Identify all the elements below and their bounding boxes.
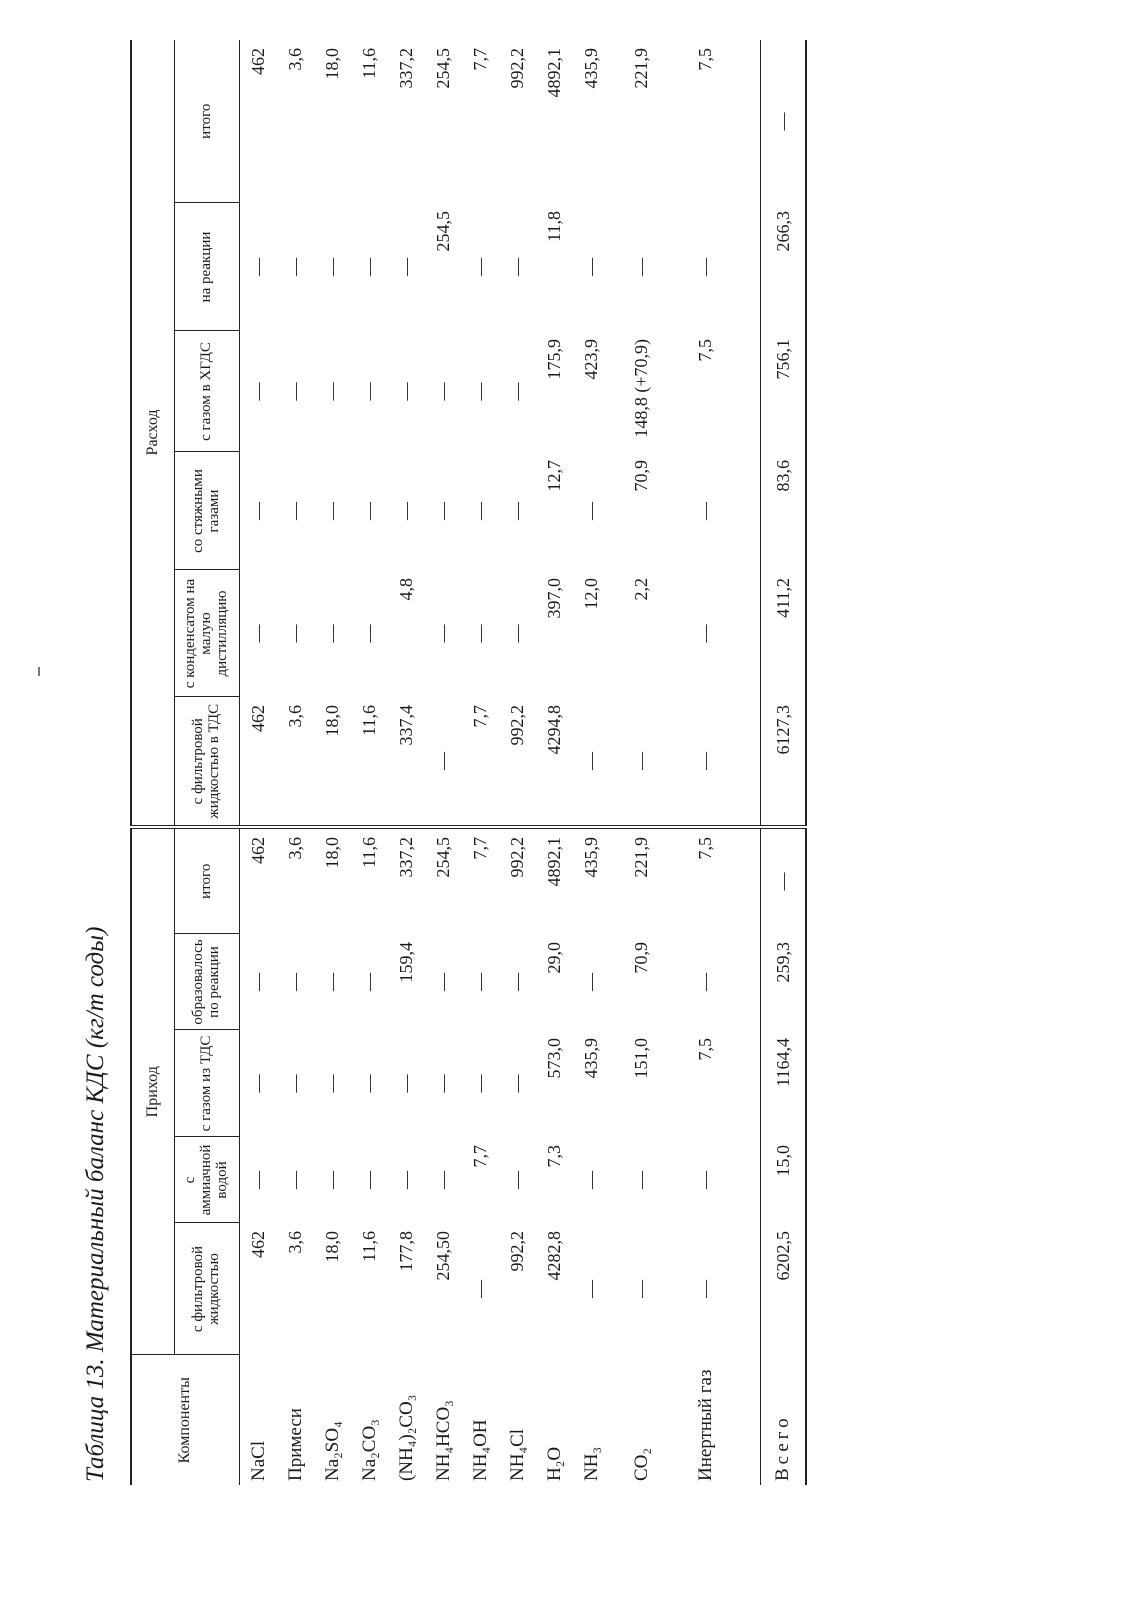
value-cell: 259,3 xyxy=(761,934,807,1030)
value-cell: 7,3 xyxy=(544,1145,564,1168)
value-cell: 11,8 xyxy=(544,211,564,242)
value-cell: 70,9 xyxy=(631,460,652,492)
value-cell: — xyxy=(470,258,490,276)
value-cell: 435,9 xyxy=(581,1038,601,1079)
value-cell: — xyxy=(359,624,379,643)
value-cell: — xyxy=(507,258,527,276)
value-cell: — xyxy=(359,382,379,401)
header-income-col: с аммиачной водой xyxy=(175,1137,240,1223)
value-cell: 7,7 xyxy=(470,1145,490,1168)
value-cell: 337,2 xyxy=(396,837,416,878)
value-cell: 4892,1 xyxy=(544,47,564,98)
value-cell: — xyxy=(761,40,807,203)
value-cell: 83,6 xyxy=(761,452,807,570)
table-body xyxy=(240,40,807,1485)
header-row-columns xyxy=(175,40,240,1485)
value-cell: 411,2 xyxy=(761,570,807,697)
component-name: NH₄OH xyxy=(469,1419,491,1481)
value-cell: — xyxy=(507,1171,527,1189)
component-name: Инертный газ xyxy=(694,1369,716,1481)
value-cell: — xyxy=(631,258,652,276)
value-cell: 151,0 xyxy=(631,1038,652,1079)
value-cell: 11,6 xyxy=(359,47,379,79)
value-cell: 397,0 xyxy=(544,578,564,619)
value-cell: 462 xyxy=(248,837,268,864)
value-cell: 7,7 xyxy=(462,697,499,827)
value-cell: — xyxy=(322,1171,342,1189)
table-row xyxy=(674,40,738,1485)
component-name: (NH₄)₂CO₃ xyxy=(395,1394,417,1481)
value-cell: — xyxy=(396,1171,416,1189)
value-cell: 2,2 xyxy=(631,578,652,601)
value-cell: 6202,5 xyxy=(761,1223,807,1355)
header-income-col: итого xyxy=(175,827,240,934)
value-cell: 11,6 xyxy=(351,697,388,827)
value-cell: — xyxy=(285,1171,305,1189)
value-cell: 254,5 xyxy=(433,837,453,878)
value-cell: — xyxy=(507,1074,527,1093)
value-cell: 1164,4 xyxy=(761,1030,807,1137)
separator-cell xyxy=(738,452,761,570)
separator-cell xyxy=(738,1355,761,1485)
value-cell: — xyxy=(396,502,416,520)
value-cell: — xyxy=(322,1074,342,1093)
value-cell: 177,8 xyxy=(396,1231,416,1272)
value-cell: — xyxy=(581,502,601,520)
value-cell: 7,7 xyxy=(470,47,490,71)
value-cell: 4,8 xyxy=(396,578,416,601)
component-name: Na₂CO₃ xyxy=(358,1419,380,1481)
table-row xyxy=(388,40,425,1485)
value-cell: 29,0 xyxy=(544,942,564,974)
value-cell: 462 xyxy=(240,697,278,827)
table-row xyxy=(314,40,351,1485)
value-cell: 3,6 xyxy=(285,1231,305,1254)
table-row xyxy=(462,40,499,1485)
value-cell: 12,0 xyxy=(581,578,601,610)
value-cell: — xyxy=(248,1171,268,1189)
value-cell: — xyxy=(248,624,268,643)
value-cell: — xyxy=(248,382,268,401)
header-income: Приход xyxy=(131,827,175,1355)
value-cell: 992,2 xyxy=(507,837,527,878)
component-name: NH₄HCO₃ xyxy=(432,1400,454,1481)
value-cell: — xyxy=(285,258,305,276)
value-cell: — xyxy=(396,1074,416,1093)
header-income-col: образовалось по реакции xyxy=(175,934,240,1030)
value-cell: — xyxy=(425,697,462,827)
value-cell: 6127,3 xyxy=(761,697,807,827)
value-cell: — xyxy=(285,1074,305,1093)
value-cell: 3,6 xyxy=(285,837,305,860)
value-cell: 4282,8 xyxy=(544,1231,564,1281)
value-cell: 992,2 xyxy=(499,697,536,827)
value-cell: 462 xyxy=(248,1231,268,1258)
value-cell: — xyxy=(610,697,674,827)
value-cell: — xyxy=(470,973,490,991)
value-cell: 423,9 xyxy=(581,339,601,380)
header-expense-col: с фильтровой жидкостью в ТДС xyxy=(175,697,240,827)
value-cell: — xyxy=(695,502,716,520)
table-row xyxy=(351,40,388,1485)
separator-cell xyxy=(738,827,761,934)
value-cell: 462 xyxy=(248,47,268,75)
value-cell: 11,6 xyxy=(359,1231,379,1262)
table-row xyxy=(573,40,610,1485)
separator-cell xyxy=(738,570,761,697)
value-cell: 3,6 xyxy=(277,697,314,827)
value-cell: 756,1 xyxy=(761,331,807,452)
value-cell: — xyxy=(359,1074,379,1093)
component-name: H₂O xyxy=(543,1446,565,1481)
table-row xyxy=(610,40,674,1485)
component-name: NH₃ xyxy=(580,1446,602,1481)
value-cell: 70,9 xyxy=(631,942,652,974)
value-cell: — xyxy=(433,1171,453,1189)
value-cell: 18,0 xyxy=(322,47,342,80)
value-cell: 11,6 xyxy=(359,837,379,868)
separator-cell xyxy=(738,1030,761,1137)
value-cell: — xyxy=(359,258,379,276)
value-cell: — xyxy=(248,973,268,991)
value-cell: 7,5 xyxy=(695,837,716,860)
value-cell: 254,50 xyxy=(433,1231,453,1281)
separator-cell xyxy=(738,697,761,827)
value-cell: 175,9 xyxy=(544,339,564,380)
table-row xyxy=(499,40,536,1485)
value-cell: 221,9 xyxy=(631,47,652,89)
value-cell: — xyxy=(248,502,268,520)
value-cell: 221,9 xyxy=(631,837,652,878)
value-cell: 18,0 xyxy=(322,1231,342,1263)
value-cell: — xyxy=(433,382,453,401)
table-row xyxy=(425,40,462,1485)
value-cell: — xyxy=(396,382,416,401)
separator-cell xyxy=(738,331,761,452)
header-row-groups xyxy=(131,40,175,1485)
value-cell: — xyxy=(581,1280,601,1298)
value-cell: — xyxy=(433,502,453,520)
value-cell: — xyxy=(470,624,490,643)
table-caption: Таблица 13. Материальный баланс КДС (кг/т соды) xyxy=(82,926,109,1482)
value-cell: 148,8 (+70,9) xyxy=(631,339,652,438)
value-cell: — xyxy=(507,382,527,401)
header-income-col: с газом из ТДС xyxy=(175,1030,240,1137)
value-cell: — xyxy=(433,973,453,991)
component-name: NaCl xyxy=(247,1440,269,1481)
value-cell: 3,6 xyxy=(285,47,305,71)
value-cell: — xyxy=(695,1280,716,1298)
value-cell: 7,5 xyxy=(695,1038,716,1061)
value-cell: — xyxy=(695,973,716,991)
value-cell: — xyxy=(322,502,342,520)
value-cell: 18,0 xyxy=(322,837,342,869)
value-cell: — xyxy=(573,697,610,827)
value-cell: 7,5 xyxy=(695,47,716,71)
value-cell: — xyxy=(581,1171,601,1189)
value-cell: — xyxy=(322,973,342,991)
header-expense: Расход xyxy=(131,40,175,827)
value-cell: — xyxy=(581,973,601,991)
value-cell: — xyxy=(433,1074,453,1093)
table-row xyxy=(277,40,314,1485)
value-cell: — xyxy=(433,624,453,643)
value-cell: 337,2 xyxy=(396,47,416,89)
value-cell: — xyxy=(470,1280,490,1298)
value-cell: — xyxy=(285,624,305,643)
value-cell: 254,5 xyxy=(433,47,453,89)
value-cell: 159,4 xyxy=(396,942,416,983)
value-cell: — xyxy=(285,502,305,520)
value-cell: — xyxy=(322,382,342,401)
value-cell: 12,7 xyxy=(544,460,564,492)
separator-cell xyxy=(738,40,761,203)
value-cell: — xyxy=(581,258,601,276)
separator-cell xyxy=(738,203,761,331)
value-cell: 4294,8 xyxy=(536,697,573,827)
value-cell: — xyxy=(507,502,527,520)
value-cell: — xyxy=(248,1074,268,1093)
value-cell: — xyxy=(631,1171,652,1189)
value-cell: 573,0 xyxy=(544,1038,564,1079)
header-components: Компоненты xyxy=(131,1355,240,1485)
header-expense-col: с конденсатом на малую дистилляцию xyxy=(175,570,240,697)
value-cell: — xyxy=(359,502,379,520)
value-cell: — xyxy=(470,502,490,520)
value-cell: — xyxy=(322,258,342,276)
value-cell: — xyxy=(396,258,416,276)
value-cell: — xyxy=(507,624,527,643)
value-cell: — xyxy=(359,973,379,991)
value-cell: — xyxy=(470,1074,490,1093)
component-name: Na₂SO₄ xyxy=(321,1421,343,1481)
component-name: CO₂ xyxy=(630,1447,652,1481)
header-expense-col: на реакции xyxy=(175,203,240,331)
value-cell: — xyxy=(695,258,716,276)
value-cell: — xyxy=(631,1280,652,1298)
total-row xyxy=(761,40,807,1485)
table-row xyxy=(240,40,278,1485)
value-cell: 435,9 xyxy=(581,837,601,878)
value-cell: — xyxy=(470,382,490,401)
value-cell: — xyxy=(285,382,305,401)
value-cell: 992,2 xyxy=(507,1231,527,1272)
component-name: Примеси xyxy=(284,1408,306,1481)
separator-cell xyxy=(738,934,761,1030)
value-cell: — xyxy=(695,1171,716,1189)
value-cell: — xyxy=(674,697,738,827)
table-row xyxy=(536,40,573,1485)
value-cell: 18,0 xyxy=(314,697,351,827)
value-cell: 4892,1 xyxy=(544,837,564,887)
value-cell: 15,0 xyxy=(761,1137,807,1223)
value-cell: 266,3 xyxy=(761,203,807,331)
value-cell: — xyxy=(359,1171,379,1189)
value-cell: — xyxy=(322,624,342,643)
value-cell: — xyxy=(761,827,807,934)
header-expense-col: со стяжными газами xyxy=(175,452,240,570)
value-cell: — xyxy=(285,973,305,991)
header-expense-col: итого xyxy=(175,40,240,203)
component-name: NH₄Cl xyxy=(506,1428,528,1481)
value-cell: 7,7 xyxy=(470,837,490,860)
separator-cell xyxy=(738,1223,761,1355)
value-cell: 254,5 xyxy=(433,211,453,252)
header-expense-col: с газом в ХГДС xyxy=(175,331,240,452)
separator-cell xyxy=(738,1137,761,1223)
value-cell: — xyxy=(695,624,716,643)
component-name: Всего xyxy=(761,1355,807,1485)
material-balance-table xyxy=(130,40,807,1485)
value-cell: 7,5 xyxy=(695,339,716,362)
value-cell: 337,4 xyxy=(388,697,425,827)
separator-row xyxy=(738,40,761,1485)
value-cell: 992,2 xyxy=(507,47,527,89)
value-cell: — xyxy=(507,973,527,991)
value-cell: 435,9 xyxy=(581,47,601,89)
header-income-col: с фильтровой жидкостью xyxy=(175,1223,240,1355)
value-cell: — xyxy=(248,258,268,276)
